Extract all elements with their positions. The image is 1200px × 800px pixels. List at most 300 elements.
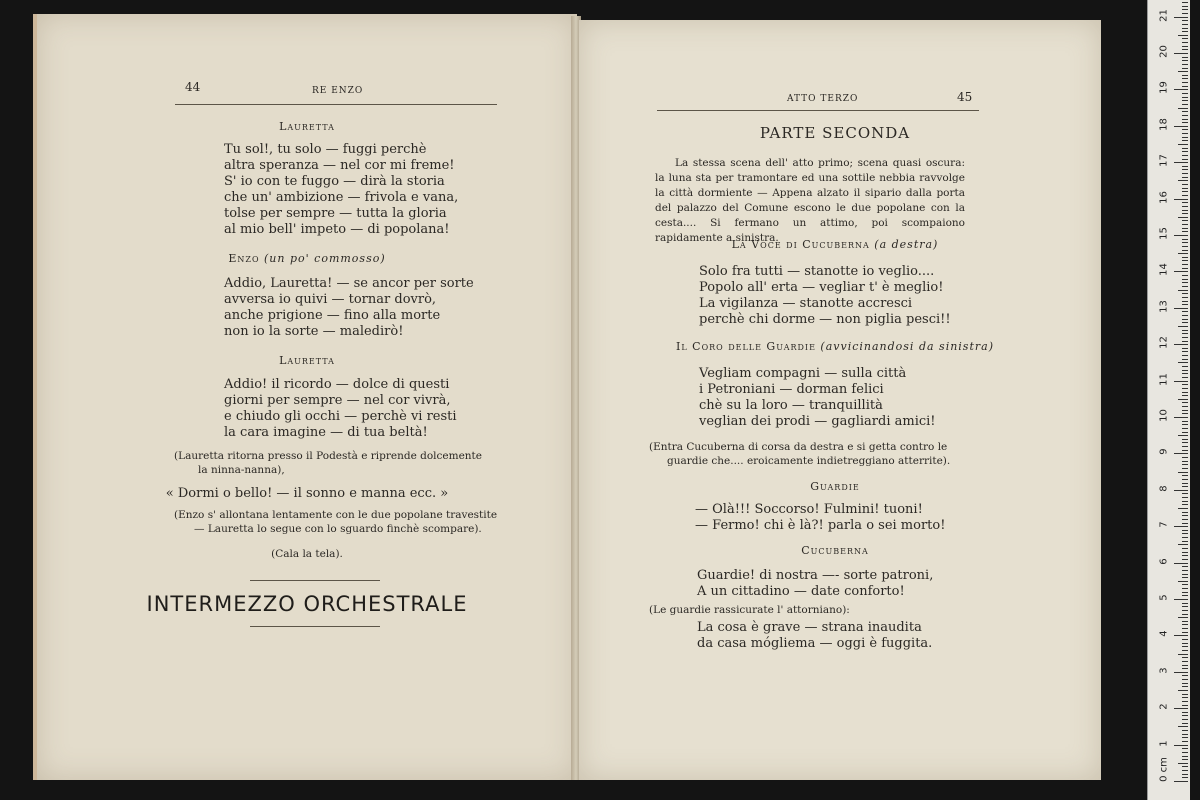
ruler-tick xyxy=(1182,450,1188,451)
ruler-tick xyxy=(1182,497,1188,498)
ruler-tick xyxy=(1182,592,1188,593)
stage-line: (Entra Cucuberna di corsa da destra e si getta contro le xyxy=(649,441,948,453)
ruler-tick xyxy=(1182,373,1188,374)
ruler-tick xyxy=(1174,781,1188,782)
ruler-tick xyxy=(1182,260,1188,261)
right-page xyxy=(579,20,1101,780)
ruler-tick xyxy=(1182,210,1188,211)
ruler-tick xyxy=(1182,493,1188,494)
speaker-heading: Lauretta xyxy=(279,120,335,133)
verse-line: altra speranza — nel cor mi freme! xyxy=(224,158,455,173)
ruler-tick xyxy=(1182,231,1188,232)
ruler-tick xyxy=(1182,78,1188,79)
ruler-tick xyxy=(1182,28,1188,29)
ruler-tick xyxy=(1182,24,1188,25)
ruler-tick xyxy=(1182,603,1188,604)
ruler-number: 6 xyxy=(1158,557,1170,565)
ruler-tick xyxy=(1182,137,1188,138)
ruler-tick xyxy=(1182,275,1188,276)
ruler-tick xyxy=(1182,574,1188,575)
ruler-tick xyxy=(1182,184,1188,185)
ruler-tick xyxy=(1182,621,1188,622)
verse-line: La cosa è grave — strana inaudita xyxy=(697,620,922,635)
verse-line: e chiudo gli occhi — perchè vi resti xyxy=(224,409,457,424)
page-number: 44 xyxy=(185,80,201,94)
ruler-tick xyxy=(1182,424,1188,425)
ruler-tick xyxy=(1182,9,1188,10)
ruler-tick xyxy=(1182,224,1188,225)
verse-line: — Fermo! chi è là?! parla o sei morto! xyxy=(695,518,946,533)
ruler-number: 16 xyxy=(1158,190,1170,204)
ruler-tick xyxy=(1182,686,1188,687)
ruler-tick xyxy=(1182,155,1188,156)
ruler-number: 9 xyxy=(1158,448,1170,456)
ruler-tick xyxy=(1182,777,1188,778)
ruler-number: 4 xyxy=(1158,630,1170,638)
ruler-tick xyxy=(1174,417,1188,418)
page-number: 45 xyxy=(957,90,973,104)
ruler-tick xyxy=(1178,217,1188,218)
ruler-tick xyxy=(1182,715,1188,716)
verse-line: da casa mógliema — oggi è fuggita. xyxy=(697,636,933,651)
ruler-tick xyxy=(1178,726,1188,727)
ruler-tick xyxy=(1178,362,1188,363)
ruler-tick xyxy=(1182,38,1188,39)
ruler-tick xyxy=(1182,49,1188,50)
ruler-tick xyxy=(1182,330,1188,331)
verse-line: La vigilanza — stanotte accresci xyxy=(699,296,913,311)
section-title: PARTE SECONDA xyxy=(759,124,911,142)
ruler-tick xyxy=(1178,581,1188,582)
verse-line: giorni per sempre — nel cor vivrà, xyxy=(224,393,451,408)
speaker-heading xyxy=(37,252,577,265)
ruler-tick xyxy=(1182,432,1188,433)
ruler-tick xyxy=(1178,690,1188,691)
ruler-number: 11 xyxy=(1158,372,1170,386)
ruler-tick xyxy=(1182,86,1188,87)
verse-line: che un' ambizione — frivola e vana, xyxy=(224,190,459,205)
verse-line: Guardie! di nostra —- sorte patroni, xyxy=(697,568,934,583)
speaker-heading: Cucuberna xyxy=(801,544,869,557)
ruler-tick xyxy=(1182,133,1188,134)
ruler-tick xyxy=(1182,68,1188,69)
verse-line: avversa io quivi — tornar dovrò, xyxy=(224,292,437,307)
ruler-tick xyxy=(1182,169,1188,170)
ruler-tick xyxy=(1182,246,1188,247)
running-head: RE ENZO xyxy=(312,86,364,96)
ruler-number: 10 xyxy=(1158,409,1170,422)
ruler-tick xyxy=(1182,439,1188,440)
ruler-tick xyxy=(1182,606,1188,607)
ruler-tick xyxy=(1182,515,1188,516)
stage-line: guardie che.... eroicamente indietreggiano atterrite). xyxy=(667,455,951,467)
ruler-tick xyxy=(1182,264,1188,265)
ruler-tick xyxy=(1182,694,1188,695)
ruler-tick xyxy=(1182,595,1188,596)
ruler-tick xyxy=(1182,177,1188,178)
ruler-tick xyxy=(1182,286,1188,287)
header-rule xyxy=(657,110,979,111)
ruler-tick xyxy=(1182,632,1188,633)
ruler-tick xyxy=(1182,115,1188,116)
ruler-tick xyxy=(1182,31,1188,32)
verse-line: Vegliam compagni — sulla città xyxy=(699,366,907,381)
ruler-tick xyxy=(1182,97,1188,98)
ruler-tick xyxy=(1182,737,1188,738)
measurement-ruler xyxy=(1147,0,1190,800)
ruler-tick xyxy=(1182,220,1188,221)
ruler-tick xyxy=(1182,140,1188,141)
ruler-tick xyxy=(1182,60,1188,61)
ruler-tick xyxy=(1182,239,1188,240)
ruler-tick xyxy=(1182,705,1188,706)
ruler-tick xyxy=(1182,533,1188,534)
ruler-tick xyxy=(1182,759,1188,760)
ruler-tick xyxy=(1182,93,1188,94)
verse-block xyxy=(695,502,945,534)
verse-line: al mio bell' impeto — di popolana! xyxy=(224,222,450,237)
ruler-tick xyxy=(1182,774,1188,775)
ruler-tick xyxy=(1182,413,1188,414)
running-head: ATTO TERZO xyxy=(787,94,859,104)
ruler-number: 2 xyxy=(1158,703,1170,710)
ruler-tick xyxy=(1182,341,1188,342)
verse-line: Solo fra tutti — stanotte io veglio.... xyxy=(699,264,935,279)
ruler-tick xyxy=(1182,486,1188,487)
speaker-heading: Lauretta xyxy=(279,354,335,367)
verse-block xyxy=(224,142,458,238)
verse-line: Tu sol!, tu solo — fuggi perchè xyxy=(224,142,427,157)
ruler-tick xyxy=(1182,646,1188,647)
ruler-tick xyxy=(1178,508,1188,509)
ruler-number: 14 xyxy=(1158,263,1170,277)
ruler-tick xyxy=(1182,75,1188,76)
ruler-tick xyxy=(1182,468,1188,469)
ruler-tick xyxy=(1178,253,1188,254)
ruler-tick xyxy=(1182,119,1188,120)
ruler-tick xyxy=(1182,100,1188,101)
ruler-tick xyxy=(1182,384,1188,385)
stage-line: — Lauretta lo segue con lo sguardo finchè scompare). xyxy=(194,523,482,535)
ruler-tick xyxy=(1182,359,1188,360)
ruler-tick xyxy=(1182,188,1188,189)
ruler-tick xyxy=(1182,46,1188,47)
ruler-tick xyxy=(1182,501,1188,502)
ruler-number: 13 xyxy=(1158,299,1170,313)
ruler-tick xyxy=(1174,381,1188,382)
ruler-tick xyxy=(1182,537,1188,538)
ruler-tick xyxy=(1182,297,1188,298)
ruler-tick xyxy=(1182,584,1188,585)
verse-block xyxy=(699,366,936,430)
ruler-tick xyxy=(1178,108,1188,109)
scene-description: La stessa scena dell' atto primo; scena quasi oscura: la luna sta per tramontare ed una sottile nebbia ravvolge la città dormiente — Appena alzato il sipario dalla porta del palazzo del Comune escono le due popolane con la cesta.... Si fermano un attimo, poi scompaiono rapidamente a sinistra. xyxy=(655,157,965,244)
curtain-note: (Cala la tela). xyxy=(271,548,343,560)
ruler-tick xyxy=(1174,308,1188,309)
ruler-tick xyxy=(1174,126,1188,127)
verse-line: veglian dei prodi — gagliardi amici! xyxy=(699,414,936,429)
ruler-tick xyxy=(1182,406,1188,407)
ornament-rule-bottom xyxy=(250,626,380,627)
speaker-name: Enzo xyxy=(228,252,260,265)
ruler-tick xyxy=(1178,399,1188,400)
ruler-tick xyxy=(1182,577,1188,578)
verse-line: i Petroniani — dorman felici xyxy=(699,382,884,397)
ruler-tick xyxy=(1174,271,1188,272)
ruler-number: 18 xyxy=(1158,117,1170,131)
ruler-number: 19 xyxy=(1158,81,1170,95)
ruler-number: 8 xyxy=(1158,485,1170,492)
ruler-tick xyxy=(1182,195,1188,196)
ruler-number: 5 xyxy=(1158,594,1170,601)
ruler-tick xyxy=(1174,17,1188,18)
ruler-tick xyxy=(1182,228,1188,229)
verse-block xyxy=(697,568,933,600)
ruler-tick xyxy=(1174,344,1188,345)
ruler-tick xyxy=(1182,610,1188,611)
ruler-tick xyxy=(1182,257,1188,258)
verse-line: la cara imagine — di tua beltà! xyxy=(224,425,428,440)
ruler-tick xyxy=(1178,654,1188,655)
ruler-tick xyxy=(1182,446,1188,447)
ruler-number: 7 xyxy=(1158,521,1170,528)
stage-direction xyxy=(649,440,950,468)
ruler-tick xyxy=(1182,6,1188,7)
ruler-tick xyxy=(1182,64,1188,65)
ruler-tick xyxy=(1182,530,1188,531)
ruler-tick xyxy=(1174,599,1188,600)
verse-line: Popolo all' erta — vegliar t' è meglio! xyxy=(699,280,944,295)
ruler-tick xyxy=(1174,563,1188,564)
ruler-tick xyxy=(1182,734,1188,735)
ruler-tick xyxy=(1182,614,1188,615)
verse-line: A un cittadino — date conforto! xyxy=(697,584,905,599)
left-page xyxy=(33,14,577,780)
stage-direction: (a destra) xyxy=(874,238,939,251)
ruler-tick xyxy=(1182,541,1188,542)
ruler-tick xyxy=(1182,282,1188,283)
ruler-tick xyxy=(1182,213,1188,214)
verse-block xyxy=(224,276,474,340)
ruler-tick xyxy=(1182,319,1188,320)
ruler-tick xyxy=(1174,235,1188,236)
ruler-tick xyxy=(1182,242,1188,243)
ruler-tick xyxy=(1182,2,1188,3)
ruler-tick xyxy=(1178,617,1188,618)
verse-line: tolse per sempre — tutta la gloria xyxy=(224,206,447,221)
ruler-tick xyxy=(1182,104,1188,105)
ruler-tick xyxy=(1182,483,1188,484)
ruler-tick xyxy=(1182,643,1188,644)
ruler-tick xyxy=(1182,20,1188,21)
ruler-tick xyxy=(1182,665,1188,666)
ruler-tick xyxy=(1182,552,1188,553)
ruler-tick xyxy=(1182,428,1188,429)
ruler-tick xyxy=(1178,144,1188,145)
ruler-tick xyxy=(1182,701,1188,702)
verse-line: non io la sorte — maledirò! xyxy=(224,324,404,339)
ruler-tick xyxy=(1182,366,1188,367)
ruler-tick xyxy=(1182,159,1188,160)
verse-block xyxy=(697,620,932,652)
ruler-tick xyxy=(1182,683,1188,684)
ruler-tick xyxy=(1182,304,1188,305)
speaker-heading: Guardie xyxy=(810,480,860,493)
quoted-line: « Dormi o bello! — il sonno e manna ecc. » xyxy=(165,486,449,501)
intermezzo-title: INTERMEZZO ORCHESTRALE xyxy=(146,592,468,616)
ruler-tick xyxy=(1182,129,1188,130)
ruler-number: 20 xyxy=(1158,45,1170,58)
ruler-tick xyxy=(1178,544,1188,545)
ruler-tick xyxy=(1182,82,1188,83)
verse-line: perchè chi dorme — non piglia pesci!! xyxy=(699,312,951,327)
ruler-tick xyxy=(1182,650,1188,651)
ruler-tick xyxy=(1182,697,1188,698)
speaker-name: Il Coro delle Guardie xyxy=(676,340,816,353)
ruler-tick xyxy=(1178,180,1188,181)
ruler-tick xyxy=(1182,504,1188,505)
ruler-tick xyxy=(1182,523,1188,524)
ruler-tick xyxy=(1182,333,1188,334)
ruler-tick xyxy=(1182,548,1188,549)
ruler-tick xyxy=(1182,377,1188,378)
ruler-tick xyxy=(1182,442,1188,443)
ruler-tick xyxy=(1178,763,1188,764)
ruler-tick xyxy=(1182,250,1188,251)
ruler-tick xyxy=(1182,279,1188,280)
ruler-tick xyxy=(1182,679,1188,680)
ruler-tick xyxy=(1182,766,1188,767)
ruler-number: 12 xyxy=(1158,336,1170,350)
ruler-tick xyxy=(1182,752,1188,753)
ruler-number: 15 xyxy=(1158,227,1170,240)
ruler-tick xyxy=(1182,657,1188,658)
ruler-tick xyxy=(1182,122,1188,123)
ruler-tick xyxy=(1174,708,1188,709)
ruler-tick xyxy=(1182,202,1188,203)
ruler-tick xyxy=(1182,355,1188,356)
ruler-tick xyxy=(1182,13,1188,14)
ruler-tick xyxy=(1182,370,1188,371)
ruler-tick xyxy=(1182,668,1188,669)
ruler-tick xyxy=(1182,151,1188,152)
ruler-number: 21 xyxy=(1158,8,1170,22)
ruler-tick xyxy=(1174,490,1188,491)
ruler-tick xyxy=(1182,173,1188,174)
verse-block xyxy=(224,377,457,441)
ruler-tick xyxy=(1182,42,1188,43)
ruler-tick xyxy=(1182,723,1188,724)
ruler-tick xyxy=(1182,351,1188,352)
ruler-tick xyxy=(1182,719,1188,720)
verse-line: Addio, Lauretta! — se ancor per sorte xyxy=(224,276,474,291)
ruler-tick xyxy=(1182,675,1188,676)
ruler-tick xyxy=(1174,635,1188,636)
speaker-heading xyxy=(579,340,1091,353)
ruler-tick xyxy=(1182,268,1188,269)
verse-line: S' io con te fuggo — dirà la storia xyxy=(224,174,445,189)
ruler-tick xyxy=(1182,588,1188,589)
ruler-tick xyxy=(1174,453,1188,454)
ruler-tick xyxy=(1178,435,1188,436)
ruler-number: 17 xyxy=(1158,154,1170,168)
ruler-tick xyxy=(1182,624,1188,625)
ruler-tick xyxy=(1174,89,1188,90)
ruler-tick xyxy=(1182,461,1188,462)
ruler-tick xyxy=(1182,741,1188,742)
ruler-tick xyxy=(1178,35,1188,36)
ruler-tick xyxy=(1182,748,1188,749)
ruler-tick xyxy=(1182,206,1188,207)
stage-direction xyxy=(174,449,482,477)
ruler-tick xyxy=(1182,464,1188,465)
ruler-tick xyxy=(1182,570,1188,571)
ruler-tick xyxy=(1182,111,1188,112)
ruler-tick xyxy=(1182,475,1188,476)
stage-direction: (avvicinandosi da sinistra) xyxy=(820,340,994,353)
ruler-tick xyxy=(1182,421,1188,422)
ruler-tick xyxy=(1182,337,1188,338)
ruler-tick xyxy=(1182,661,1188,662)
ruler-tick xyxy=(1182,57,1188,58)
ruler-tick xyxy=(1182,301,1188,302)
ruler-tick xyxy=(1182,756,1188,757)
ruler-number: 1 xyxy=(1158,739,1170,747)
ruler-tick xyxy=(1174,199,1188,200)
verse-line: — Olà!!! Soccorso! Fulmini! tuoni! xyxy=(695,502,923,517)
ruler-tick xyxy=(1182,311,1188,312)
ruler-tick xyxy=(1182,322,1188,323)
ruler-tick xyxy=(1174,672,1188,673)
ruler-tick xyxy=(1182,392,1188,393)
ruler-unit-label: 0 cm xyxy=(1158,757,1170,782)
ruler-tick xyxy=(1182,712,1188,713)
ruler-tick xyxy=(1182,191,1188,192)
ruler-tick xyxy=(1182,770,1188,771)
ruler-tick xyxy=(1178,326,1188,327)
ruler-tick xyxy=(1182,315,1188,316)
ruler-tick xyxy=(1182,559,1188,560)
speaker-name: La Voce di Cucuberna xyxy=(731,238,870,251)
ruler-tick xyxy=(1182,402,1188,403)
ruler-tick xyxy=(1182,519,1188,520)
ruler-tick xyxy=(1182,395,1188,396)
verse-line: anche prigione — fino alla morte xyxy=(224,308,441,323)
ruler-tick xyxy=(1182,388,1188,389)
verse-line: Addio! il ricordo — dolce di questi xyxy=(224,377,450,392)
ruler-tick xyxy=(1182,730,1188,731)
speaker-heading xyxy=(579,238,1091,251)
stage-line: (Enzo s' allontana lentamente con le due popolane travestite xyxy=(174,509,498,521)
verse-line: chè su la loro — tranquillità xyxy=(699,398,883,413)
ruler-number: 3 xyxy=(1158,667,1170,674)
ruler-tick xyxy=(1182,566,1188,567)
verse-block xyxy=(699,264,951,328)
ruler-tick xyxy=(1182,457,1188,458)
stage-direction xyxy=(174,508,497,536)
ruler-tick xyxy=(1182,148,1188,149)
stage-line: (Lauretta ritorna presso il Podestà e riprende dolcemente xyxy=(174,450,482,462)
ruler-tick xyxy=(1174,53,1188,54)
ruler-tick xyxy=(1182,348,1188,349)
ruler-tick xyxy=(1182,555,1188,556)
stage-direction: (un po' commosso) xyxy=(264,252,386,265)
ruler-tick xyxy=(1178,290,1188,291)
ornament-rule-top xyxy=(250,580,380,581)
ruler-tick xyxy=(1174,745,1188,746)
header-rule xyxy=(175,104,497,105)
ruler-tick xyxy=(1178,71,1188,72)
